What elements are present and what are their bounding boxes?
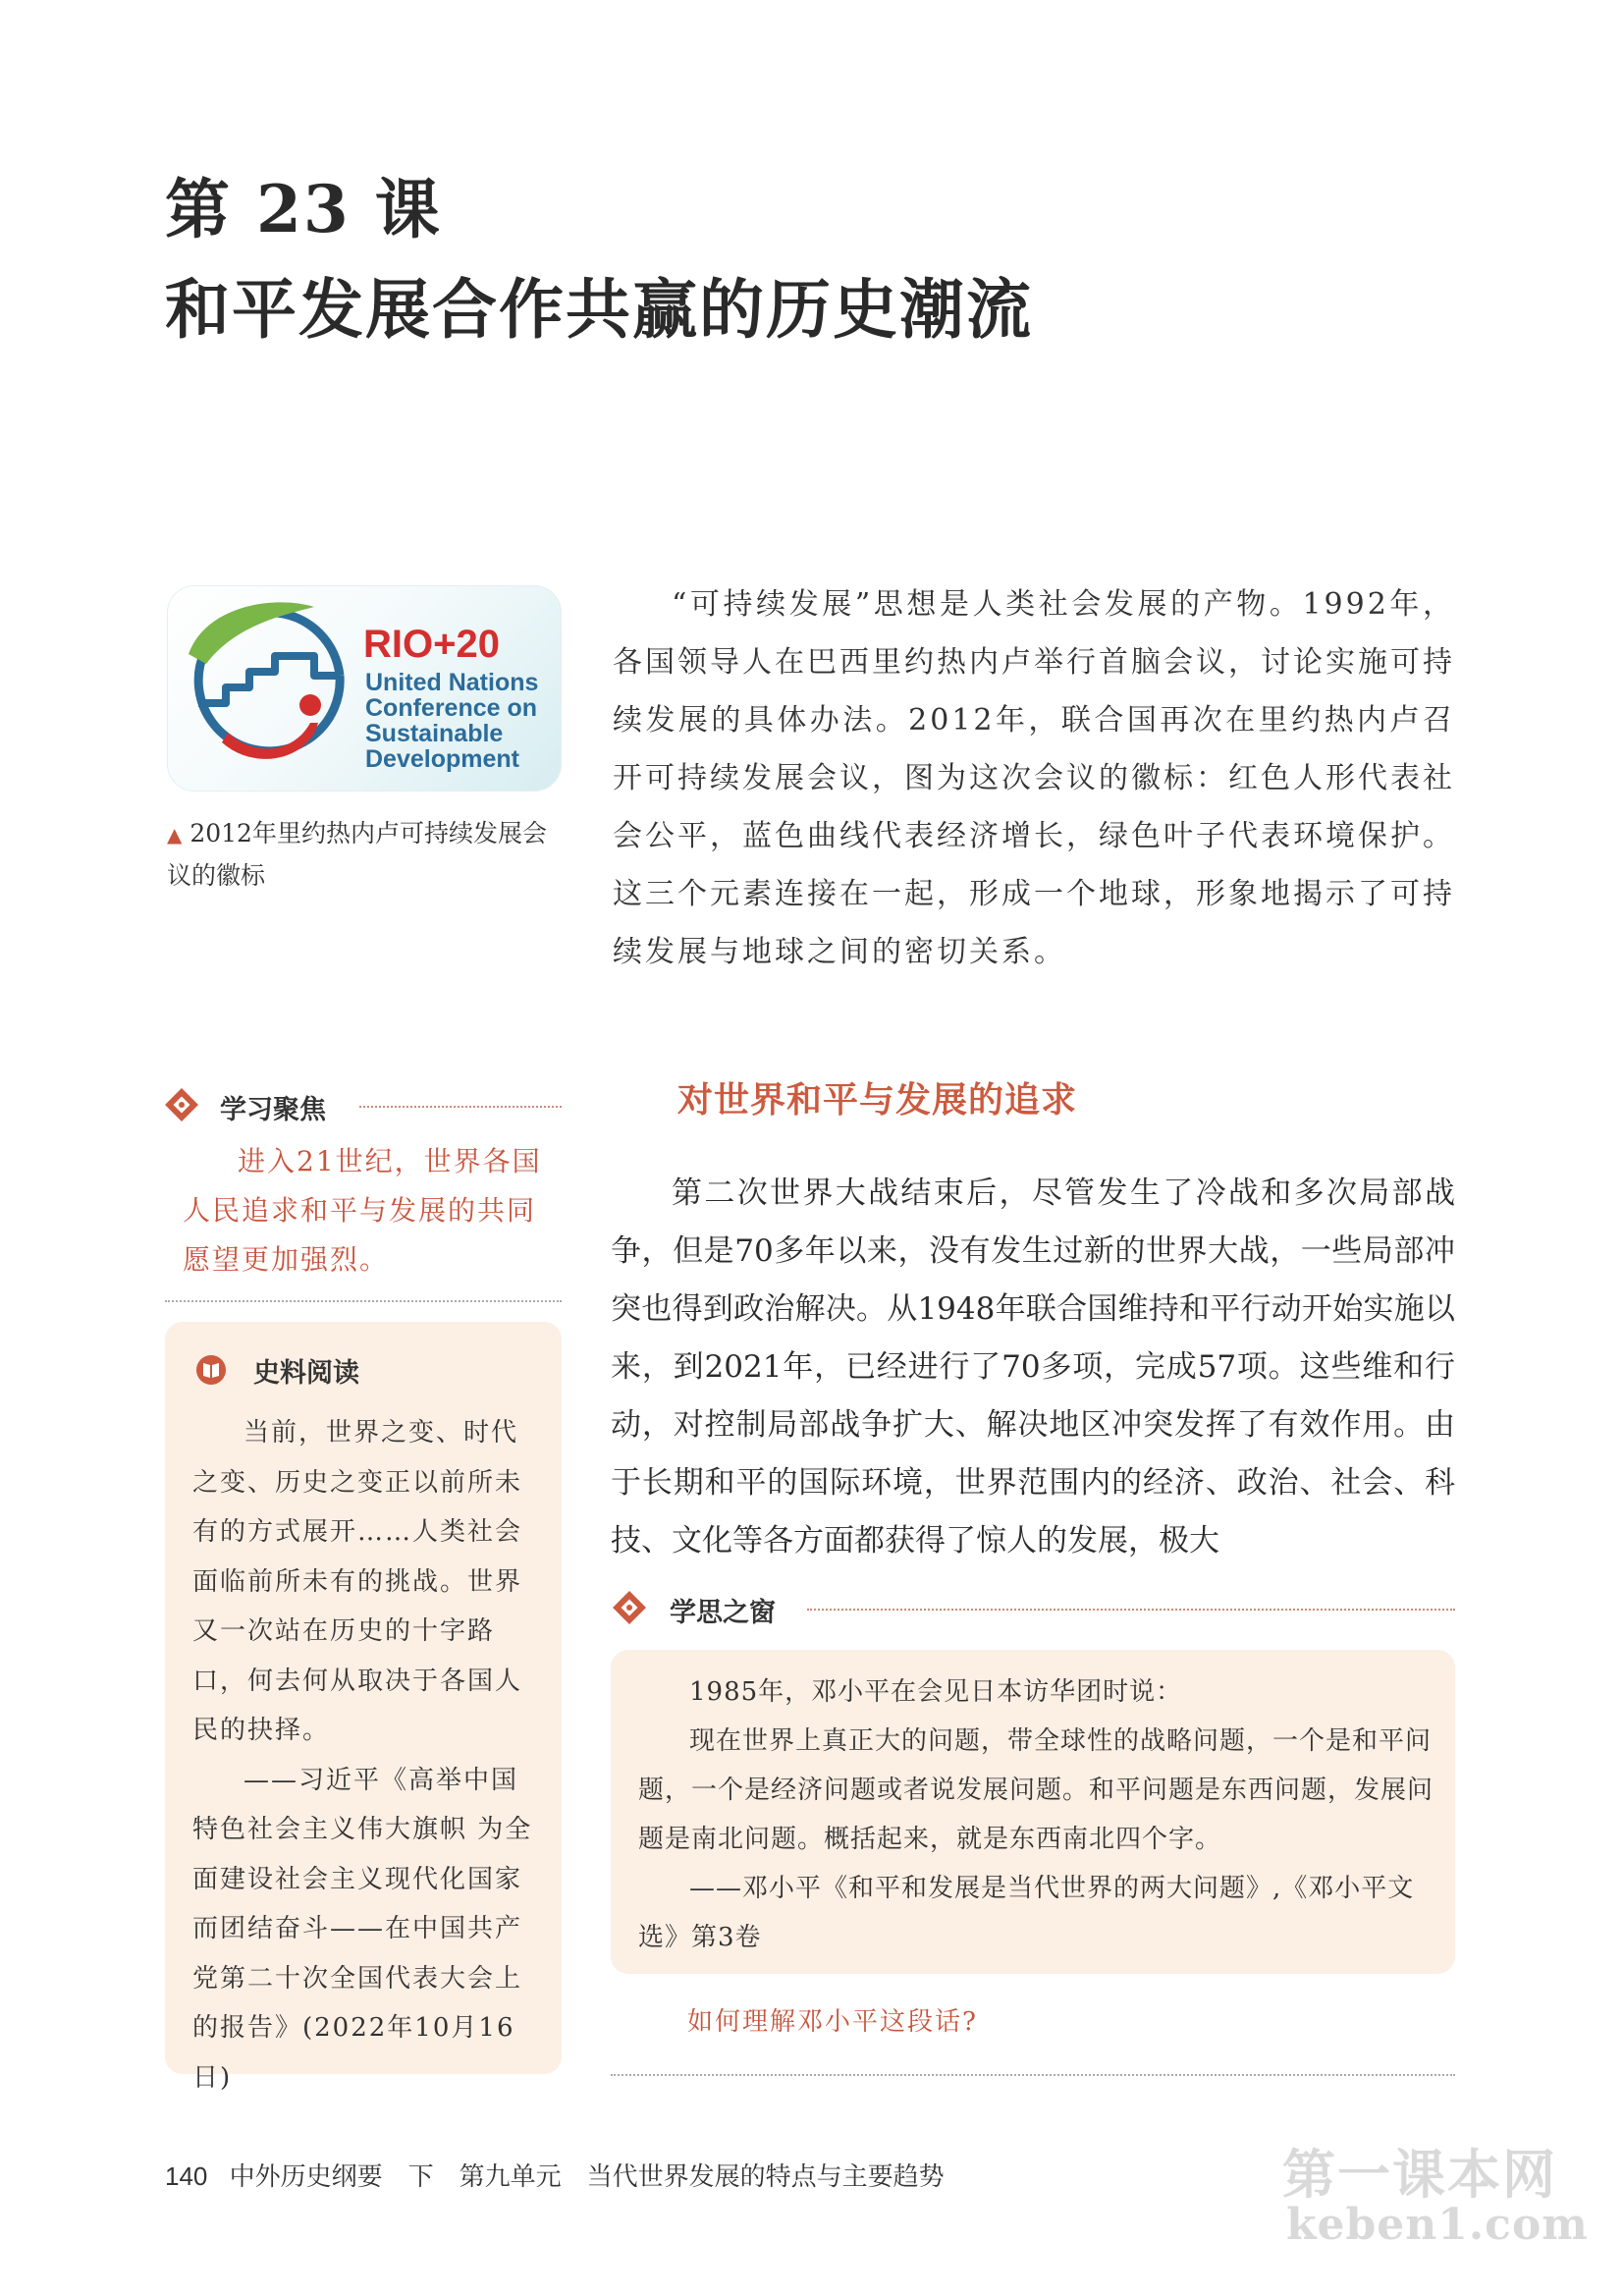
page-number: 140 bbox=[165, 2161, 208, 2191]
logo-line: United Nations bbox=[365, 669, 539, 696]
reading-text bbox=[192, 1408, 536, 2103]
think-text bbox=[638, 1667, 1434, 1962]
focus-body: 进入21世纪，世界各国人民追求和平与发展的共同愿望更加强烈。 bbox=[183, 1145, 542, 1276]
divider bbox=[165, 1300, 562, 1302]
lesson-number: 第 23 课 bbox=[165, 171, 442, 247]
section-heading: 对世界和平与发展的追求 bbox=[677, 1080, 1078, 1121]
page-footer bbox=[165, 2157, 945, 2193]
intro-text: “可持续发展”思想是人类社会发展的产物。1992年，各国领导人在巴西里约热内卢举行首脑会议，讨论实施可持续发展的具体办法。2012年，联合国再次在里约热内卢召开可持续发展会议，图为这次会议的徽标：红色人形代表社会公平，蓝色曲线代表经济增长，绿色叶子代表环境保护。这三个元素连接在一起，形成一个地球，形象地揭示了可持续发展与地球之间的密切关系。 bbox=[613, 587, 1455, 969]
book-icon bbox=[194, 1353, 228, 1387]
divider bbox=[611, 2074, 1455, 2076]
logo-line: Conference on bbox=[365, 694, 538, 722]
rio20-logo bbox=[167, 585, 562, 792]
logo-headline: RIO+20 bbox=[363, 623, 500, 666]
think-quote: 现在世界上真正大的问题，带全球性的战略问题，一个是和平问题，一个是经济问题或者说发展问题。和平问题是东西问题，发展问题是南北问题。概括起来，就是东西南北四个字。 bbox=[638, 1726, 1434, 1854]
think-intro: 1985年，邓小平在会见日本访华团时说： bbox=[689, 1677, 1183, 1707]
divider bbox=[807, 1609, 1455, 1611]
triangle-marker-icon: ▲ bbox=[167, 823, 183, 847]
divider bbox=[359, 1106, 562, 1108]
section-body bbox=[611, 1165, 1455, 1570]
think-question: 如何理解邓小平这段话? bbox=[687, 2007, 978, 2037]
think-source: ——邓小平《和平和发展是当代世界的两大问题》,《邓小平文选》第3卷 bbox=[638, 1874, 1415, 1952]
diamond-window-icon bbox=[613, 1591, 646, 1624]
watermark: 第一课本网 bbox=[1282, 2144, 1557, 2206]
think-title: 学思之窗 bbox=[670, 1598, 776, 1628]
watermark-url: keben1.com bbox=[1286, 2200, 1589, 2250]
logo-caption bbox=[167, 813, 569, 897]
logo-line: Sustainable bbox=[365, 720, 504, 747]
section-paragraph: 第二次世界大战结束后，尽管发生了冷战和多次局部战争，但是70多年以来，没有发生过新的世界大战，一些局部冲突也得到政治解决。从1948年联合国维持和平行动开始实施以来，到2021年，已经进行了70多项，完成57项。这些维和行动，对控制局部战争扩大、解决地区冲突发挥了有效作用。由于长期和平的国际环境，世界范围内的经济、政治、社会、科技、文化等各方面都获得了惊人的发展，极大 bbox=[611, 1175, 1455, 1558]
focus-title: 学习聚焦 bbox=[220, 1095, 326, 1125]
focus-text bbox=[183, 1137, 562, 1285]
reading-title: 史料阅读 bbox=[253, 1358, 359, 1389]
lesson-title: 和平发展合作共赢的历史潮流 bbox=[165, 271, 1033, 348]
reading-source: ——习近平《高举中国特色社会主义伟大旗帜 为全面建设社会主义现代化国家而团结奋斗——在中国共产党第二十次全国代表大会上的报告》(2022年10月16日) bbox=[192, 1765, 533, 2093]
caption-text: 2012年里约热内卢可持续发展会议的徽标 bbox=[167, 819, 547, 890]
intro-paragraph bbox=[613, 575, 1455, 981]
diamond-focus-icon bbox=[165, 1088, 198, 1121]
footer-text: 中外历史纲要 下 第九单元 当代世界发展的特点与主要趋势 bbox=[229, 2162, 945, 2192]
reading-quote: 当前，世界之变、时代之变、历史之变正以前所未有的方式展开……人类社会面临前所未有的挑战。世界又一次站在历史的十字路口，何去何从取决于各国人民的抉择。 bbox=[192, 1418, 523, 1745]
logo-line: Development bbox=[365, 745, 519, 773]
